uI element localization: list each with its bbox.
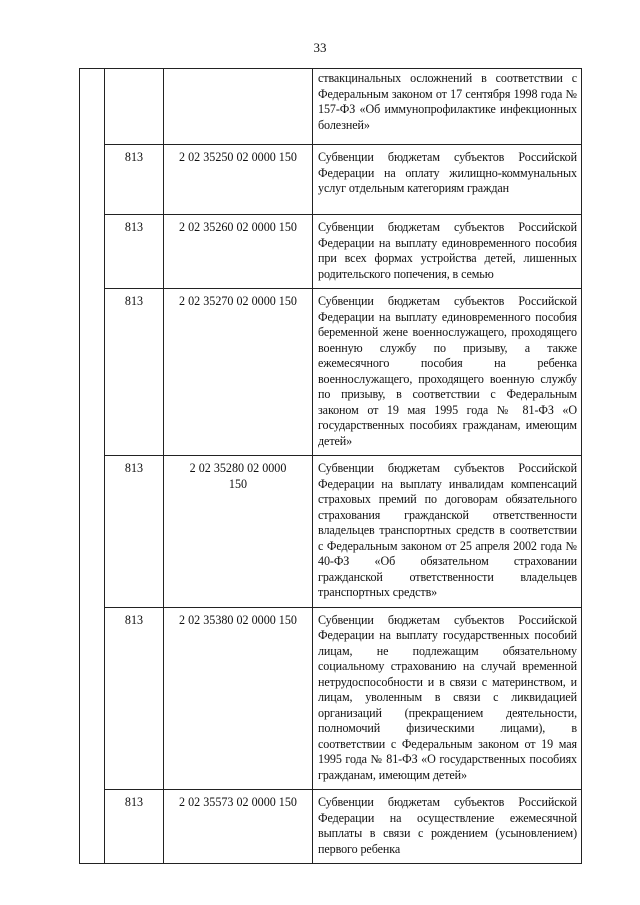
admin-code-cell: 813 xyxy=(105,289,164,456)
table-row xyxy=(80,215,582,289)
description-cell: ствакцинальных осложнений в соответствии с Федеральным законом от 17 сентября 1998 года № 157-ФЗ «Об иммунопрофилактике инфекционных болезней» xyxy=(313,69,582,145)
description-cell: Субвенции бюджетам субъектов Российской Федерации на осуществление ежемесячной выплаты в связи с рождением (усыновлением) первого ребенка xyxy=(313,790,582,864)
admin-code-cell: 813 xyxy=(105,607,164,790)
table-row xyxy=(80,790,582,864)
budget-revenue-table xyxy=(79,68,582,864)
table-row xyxy=(80,69,582,145)
description-cell: Субвенции бюджетам субъектов Российской Федерации на выплату единовременного пособия при всех формах устройства детей, лишенных родительского попечения, в семью xyxy=(313,215,582,289)
kbk-code-cell: 2 02 35573 02 0000 150 xyxy=(164,790,313,864)
kbk-code-cell: 2 02 35250 02 0000 150 xyxy=(164,145,313,215)
kbk-code-cell: 2 02 35380 02 0000 150 xyxy=(164,607,313,790)
kbk-code-cell: 2 02 35260 02 0000 150 xyxy=(164,215,313,289)
page-number: 33 xyxy=(313,40,327,55)
table-row xyxy=(80,607,582,790)
blank-column-cell xyxy=(80,69,105,864)
admin-code-cell xyxy=(105,69,164,145)
description-cell: Субвенции бюджетам субъектов Российской Федерации на выплату инвалидам компенсаций страховых премий по договорам обязательного страхования гражданской ответственности владельцев транспортных средств в соответствии с Федеральным законом от 25 апреля 2002 года № 40-ФЗ «Об обязательном страховании гражданской ответственности владельцев транспортных средств» xyxy=(313,456,582,608)
kbk-code-cell: 2 02 35270 02 0000 150 xyxy=(164,289,313,456)
table-row xyxy=(80,145,582,215)
admin-code-cell: 813 xyxy=(105,790,164,864)
table-row xyxy=(80,456,582,608)
admin-code-cell: 813 xyxy=(105,145,164,215)
description-cell: Субвенции бюджетам субъектов Российской Федерации на оплату жилищно-коммунальных услуг отдельным категориям граждан xyxy=(313,145,582,215)
table-row xyxy=(80,289,582,456)
description-cell: Субвенции бюджетам субъектов Российской Федерации на выплату единовременного пособия беременной жене военнослужащего, проходящего военную службу по призыву, а также ежемесячного пособия на ребенка военнослужащего, проходящего военную службу по призыву, в соответствии с Федеральным законом от 19 мая 1995 года № 81-ФЗ «О государственных пособиях гражданам, имеющим детей» xyxy=(313,289,582,456)
admin-code-cell: 813 xyxy=(105,456,164,608)
description-cell: Субвенции бюджетам субъектов Российской Федерации на выплату государственных пособий лицам, не подлежащим обязательному социальному страхованию на случай временной нетрудоспособности и в связи с материнством, и лицам, уволенным в связи с ликвидацией организаций (прекращением деятельности, полномочий физическими лицами), в соответствии с Федеральным законом от 19 мая 1995 года № 81-ФЗ «О государственных пособиях гражданам, имеющим детей» xyxy=(313,607,582,790)
kbk-code-cell: 2 02 35280 02 0000 150 xyxy=(164,456,313,608)
admin-code-cell: 813 xyxy=(105,215,164,289)
kbk-code-cell xyxy=(164,69,313,145)
